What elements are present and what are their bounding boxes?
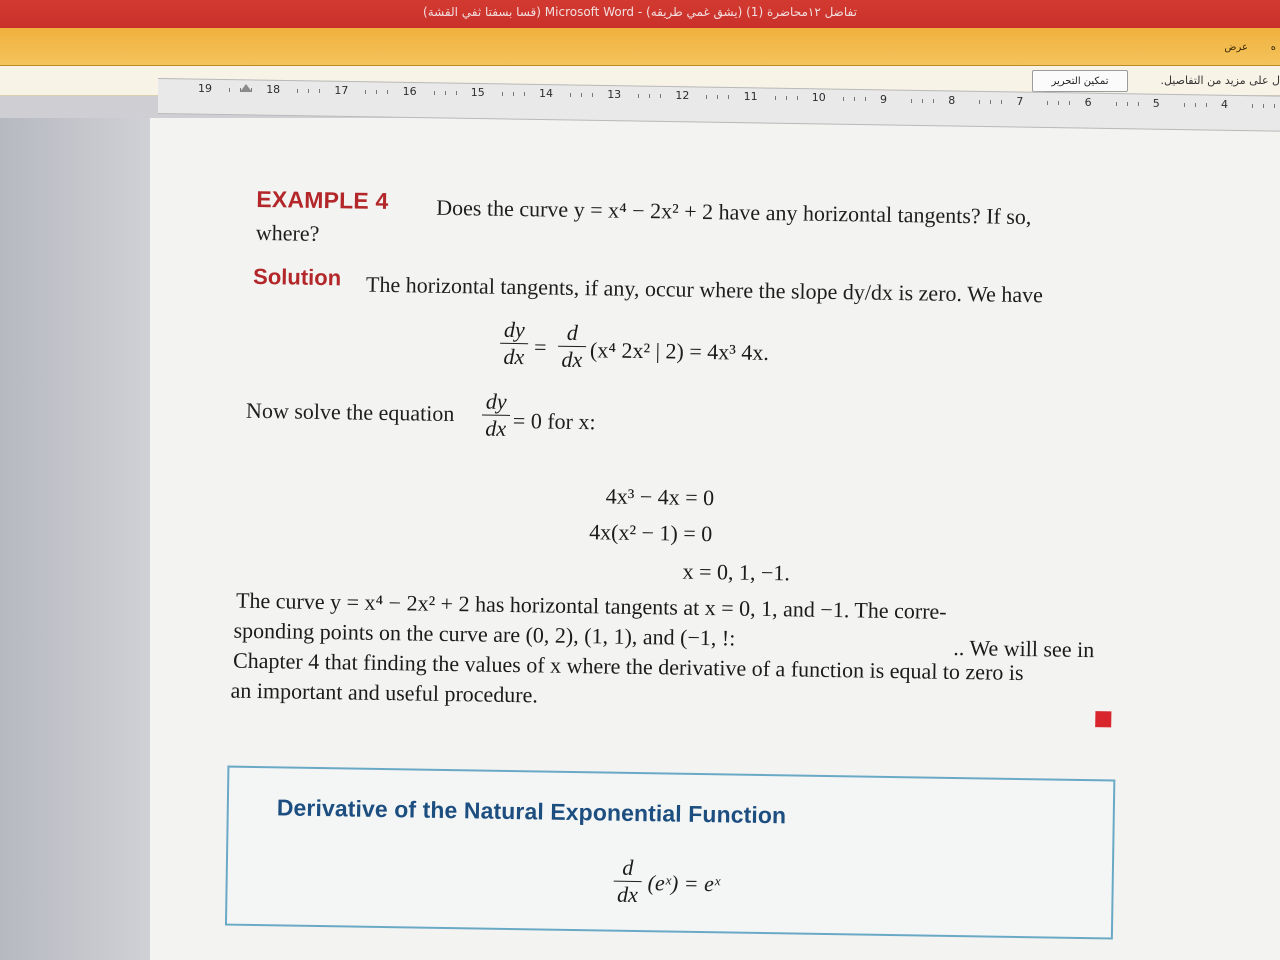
ruler-number: 11 <box>743 90 758 104</box>
step-line: 4x³ − 4x = 0 <box>605 483 715 511</box>
ruler-number: 5 <box>1152 96 1160 110</box>
step-line: x = 0, 1, −1. <box>682 558 791 586</box>
equals-sign: = <box>533 334 547 360</box>
fraction-numerator: d <box>566 319 579 346</box>
ruler-number: 12 <box>675 89 690 103</box>
end-of-proof-icon <box>1095 711 1111 727</box>
ruler-number: 13 <box>607 88 622 102</box>
fraction-denominator: dx <box>485 415 507 441</box>
fraction-denominator: dx <box>616 881 639 908</box>
paragraph-line: The curve y = x⁴ − 2x² + 2 has horizontal tangents at x = 0, 1, and −1. The corre- <box>235 587 947 624</box>
paragraph-line: Chapter 4 that finding the values of x where the derivative of a function is equal to zero is <box>232 647 1024 686</box>
now-solve-text: Now solve the equation <box>245 397 455 427</box>
ruler-number: 4 <box>1221 97 1228 111</box>
ruler-number: 10 <box>811 91 826 105</box>
rule-formula: (eˣ) = eˣ <box>647 870 721 897</box>
ruler-number: 18 <box>266 83 281 97</box>
fraction-denominator: dx <box>561 346 583 373</box>
enable-editing-button[interactable]: تمكين التحرير <box>1032 70 1128 92</box>
ruler-number: 16 <box>402 85 417 99</box>
ruler-number: 19 <box>198 82 212 95</box>
solution-label: Solution <box>252 263 342 291</box>
rule-box <box>225 766 1115 940</box>
ruler-number: 9 <box>880 92 887 106</box>
ruler-number: 17 <box>334 84 349 98</box>
d-dx-operator-box <box>613 856 642 907</box>
tab-partial[interactable]: ه <box>1270 42 1276 53</box>
paragraph-line: .. We will see in <box>953 634 1095 663</box>
ruler-number: 6 <box>1084 95 1092 109</box>
tab-view[interactable]: عرض <box>1224 42 1248 53</box>
window-title: (قسا بسفتا ثفي القشة) Microsoft Word - (يشق غمي طريقه) (1) تفاضل ١٢محاضرة <box>423 5 857 19</box>
example-label: EXAMPLE 4 <box>256 185 389 215</box>
d-dx-operator <box>558 321 587 372</box>
solution-text: The horizontal tangents, if any, occur where the slope dy/dx is zero. We have <box>365 271 1044 308</box>
derivative-rhs: (x⁴ 2x² | 2) = 4x³ 4x. <box>589 337 770 366</box>
example-question-continued: where? <box>255 219 320 246</box>
example-question: Does the curve y = x⁴ − 2x² + 2 have any horizontal tangents? If so, <box>436 194 1032 230</box>
paragraph-line: sponding points on the curve are (0, 2), (1, 1), and (−1, !: <box>233 617 736 651</box>
dy-dx-fraction-2 <box>482 390 511 441</box>
paragraph-line: an important and useful procedure. <box>230 677 539 708</box>
ruler-number: 15 <box>470 86 485 100</box>
fraction-denominator: dx <box>503 343 525 370</box>
ruler-number: 14 <box>539 87 553 101</box>
fraction-numerator: dy <box>485 388 507 414</box>
message-bar-info-link[interactable]: ل على مزيد من التفاصيل. <box>1160 74 1280 87</box>
step-line: 4x(x² − 1) = 0 <box>588 519 713 547</box>
ruler-number: 8 <box>948 93 956 107</box>
dy-dx-fraction <box>500 318 529 369</box>
rule-box-title: Derivative of the Natural Exponential Function <box>276 794 787 829</box>
now-solve-rhs: = 0 for x: <box>512 407 596 435</box>
fraction-numerator: dy <box>503 316 525 343</box>
fraction-numerator: d <box>622 854 634 880</box>
ruler-number: 7 <box>1016 94 1024 108</box>
